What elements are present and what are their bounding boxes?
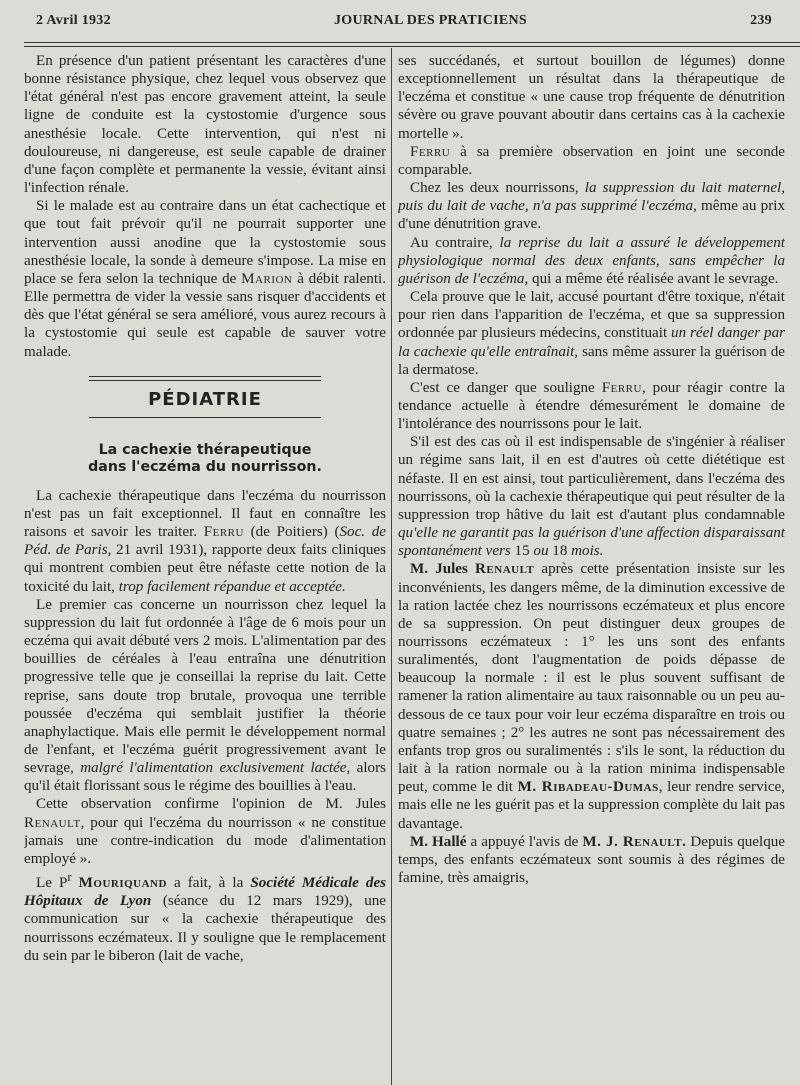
paragraph: [24, 596, 386, 796]
text: 21 avril 1931), rapporte deux faits cliniques qui montrent combien peut être néfaste cette notion de la toxicité du lait,: [24, 542, 386, 595]
paragraph: [398, 379, 785, 433]
emphasis: malgré l'alimentation exclusivement lactée,: [80, 760, 351, 777]
page-header: [0, 0, 800, 42]
superscript: r: [67, 870, 72, 885]
paragraph: [398, 833, 785, 887]
text: C'est ce danger que souligne: [410, 379, 602, 396]
text: a fait, à la: [166, 875, 251, 892]
text: Chez les deux nourrissons,: [410, 180, 585, 197]
text: , leur rendre service, mais elle ne les guérit pas et la suppression complète du lait pas davantage.: [398, 779, 785, 832]
paragraph: [24, 52, 386, 197]
paragraph: [398, 288, 785, 379]
text: qui a même été réalisée avant le sevrage.: [528, 270, 779, 287]
author-name: Ferru: [203, 524, 244, 541]
author-name: Renault: [475, 561, 535, 578]
citation: Soc. de Péd. de Paris,: [24, 524, 386, 559]
text: La cachexie thérapeutique dans l'eczéma du nourrisson n'est pas un fait exceptionnel. Il faut en connaître les raisons et savoir les traiter.: [24, 487, 386, 541]
text: (de Poitiers) (: [243, 524, 340, 541]
header-page-number: 239: [750, 13, 772, 28]
left-column: [24, 52, 386, 1082]
paragraph: [398, 52, 785, 143]
paragraph: [398, 433, 785, 560]
text: S'il est des cas où il est indispensable de s'ingénier à réaliser un régime sans lait, il en est d'autres où cette diététique est néfaste. Il en est ainsi, tout particulièrement, dans l'eczéma des nourrissons, où la cachexie thérapeutique qui peut résulter de la suppression trop hâtive du lait est d'autant plus condamnable: [398, 434, 785, 523]
emphasis: la reprise du lait a assuré le développement physiologique normal des deux enfants, sans empêcher la guérison de l'eczéma,: [398, 234, 785, 287]
paragraph: [398, 560, 785, 832]
text: (séance du 12 mars 1929), une communication sur « la cachexie thérapeutique des nourrissons eczémateux. Il y souligne que le remplacement du sein par le biberon (lait de vache,: [24, 893, 386, 964]
column-divider: [391, 48, 392, 1085]
text: même au prix d'une dénutrition grave.: [398, 198, 785, 233]
text: 18: [548, 543, 572, 560]
author-name: M. J. Renault.: [582, 833, 687, 850]
emphasis: trop facilement répandue et acceptée.: [118, 578, 346, 595]
text: a appuyé l'avis de: [466, 833, 583, 850]
paragraph: [24, 197, 386, 360]
society-name: Société Médicale des Hôpitaux de Lyon: [24, 875, 386, 910]
article-title: [24, 442, 386, 477]
right-column: [398, 52, 785, 1082]
emphasis: un réel danger par la cachexie qu'elle entraînait,: [398, 325, 785, 360]
header-journal-title: JOURNAL DES PRATICIENS: [333, 13, 528, 28]
text: , pour qui l'eczéma du nourrisson « ne constitue jamais une contre-indication du mode d'alimentation employé ».: [24, 814, 386, 867]
author-name: M. Hallé: [410, 833, 467, 850]
text: Si le malade est au contraire dans un état cachectique et que tout fait prévoir qu'il ne pourrait supporter une intervention aussi anodine que la cystostomie sous anesthésie locale, la sonde à demeure s'impose. La mise en place se fera selon la technique de: [24, 198, 386, 287]
paragraph: [398, 234, 785, 288]
text: à débit ralenti. Elle permettra de vider la vessie sans risquer d'accidents et dès que l'état général se sera amélioré, vous aurez recours à la cystostomie qui seule est capable de sauver votre malade.: [24, 270, 386, 360]
paragraph: [398, 143, 785, 179]
text: sans même assurer la guérison de la dermatose.: [398, 343, 785, 378]
emphasis: ou: [533, 543, 549, 560]
text: Le P: [36, 875, 68, 892]
emphasis: qu'elle ne garantit pas la guérison d'une affection disparaissant spontanément vers: [398, 525, 785, 560]
header-date: 2 Avril 1932: [36, 13, 111, 28]
section-title: PÉDIATRIE: [148, 388, 262, 410]
article-title-line: dans l'eczéma du nourrisson.: [88, 459, 322, 476]
author-name: Ferru: [601, 379, 642, 396]
text: 15: [510, 543, 534, 560]
article-title-line: La cachexie thérapeutique: [98, 441, 312, 458]
author-name: Mouriquand: [78, 875, 167, 892]
text: Cette observation confirme l'opinion de M. Jules: [36, 796, 386, 813]
section-rule: [89, 376, 321, 381]
author-name: M. Ribadeau-Dumas: [517, 779, 659, 796]
emphasis: la suppression du lait maternel, puis du lait de vache, n'a pas supprimé l'eczéma,: [398, 180, 785, 215]
text: alors qu'il était florissant sous le régime des bouillies à l'eau.: [24, 760, 386, 795]
section-heading: [24, 376, 386, 418]
emphasis: mois.: [571, 543, 604, 560]
text: En présence d'un patient présentant les caractères d'une bonne résistance physique, chez lequel vous observez que l'état général n'est pas encore gravement atteint, la seule ligne de conduite est la cystostomie d'urgence sous anesthésie locale. Cette intervention, qui n'est ni douloureuse, ni dangereuse, est seule capable de drainer d'une façon complète et permanente la vessie, évitant ainsi l'infection rénale.: [24, 53, 386, 197]
paragraph: [398, 179, 785, 233]
author-name: Ferru: [410, 143, 451, 160]
paragraph: [24, 795, 386, 868]
paragraph: [24, 487, 386, 596]
text: Au contraire,: [410, 234, 500, 251]
text: Le premier cas concerne un nourrisson chez lequel la suppression du lait fut ordonnée à l'âge de 6 mois pour un eczéma qui avait débuté vers 2 mois. L'alimentation par des bouillies de céréales à l'eau entraîna une dénutrition progressive telle que je conseillai la reprise du lait. Cette reprise, sans doute trop brutale, provoqua une terrible poussée d'eczéma qui semblait justifier la théorie anaphylactique. Mais elle permit le développement normal de l'enfant, et l'eczéma guérit progressivement avant le sevrage,: [24, 596, 386, 777]
author-name: Renault: [24, 814, 81, 831]
author-name: Marion: [241, 270, 293, 287]
header-rule: [24, 42, 800, 47]
paragraph: [24, 868, 386, 965]
text: Cela prouve que le lait, accusé pourtant d'être toxique, n'était pour rien dans l'apparition de l'eczéma, et que sa suppression ordonnée par plusieurs médecins, constituait: [398, 289, 785, 342]
text: ses succédanés, et surtout bouillon de légumes) donne exceptionnellement un résultat dans la thérapeutique de l'eczéma et constitue « une cause trop fréquente de dénutrition sévère ou grave pouvant aboutir dans certains cas à la cachexie mortelle ».: [398, 53, 785, 142]
text: M. Jules: [410, 561, 476, 578]
text: , pour réagir contre la tendance actuelle à étendre démesurément le domaine de l'intolérance des nourrissons pour le lait.: [398, 379, 785, 433]
text: à sa première observation en joint une seconde comparable.: [398, 143, 785, 178]
text: après cette présentation insiste sur les inconvénients, les dangers même, de la diminution excessive de la ration lactée chez les nourrissons eczémateux et plus encore de sa suppression. On peut distinguer deux groupes de nourrissons eczémateux : 1° les uns sont des enfants suralimentés, dont l'augmentation de poids dépasse de beaucoup la normale : il est le plus souvent suffisant de ramener la ration alimentaire au taux raisonnable ou un peu au-dessous de ce taux pour voir leur eczéma disparaître en trois ou quatre semaines ; 2° les autres ne sont pas nécessairement des enfants trop gros ou suralimentés : s'ils le sont, la réduction du lait à la ration normale ou à la ration minima indispensable peut, comme le dit: [398, 561, 785, 796]
section-rule: [89, 417, 321, 418]
text: Depuis quelque temps, des enfants eczémateux sont soumis à des régimes de famine, très amaigris,: [398, 833, 785, 887]
